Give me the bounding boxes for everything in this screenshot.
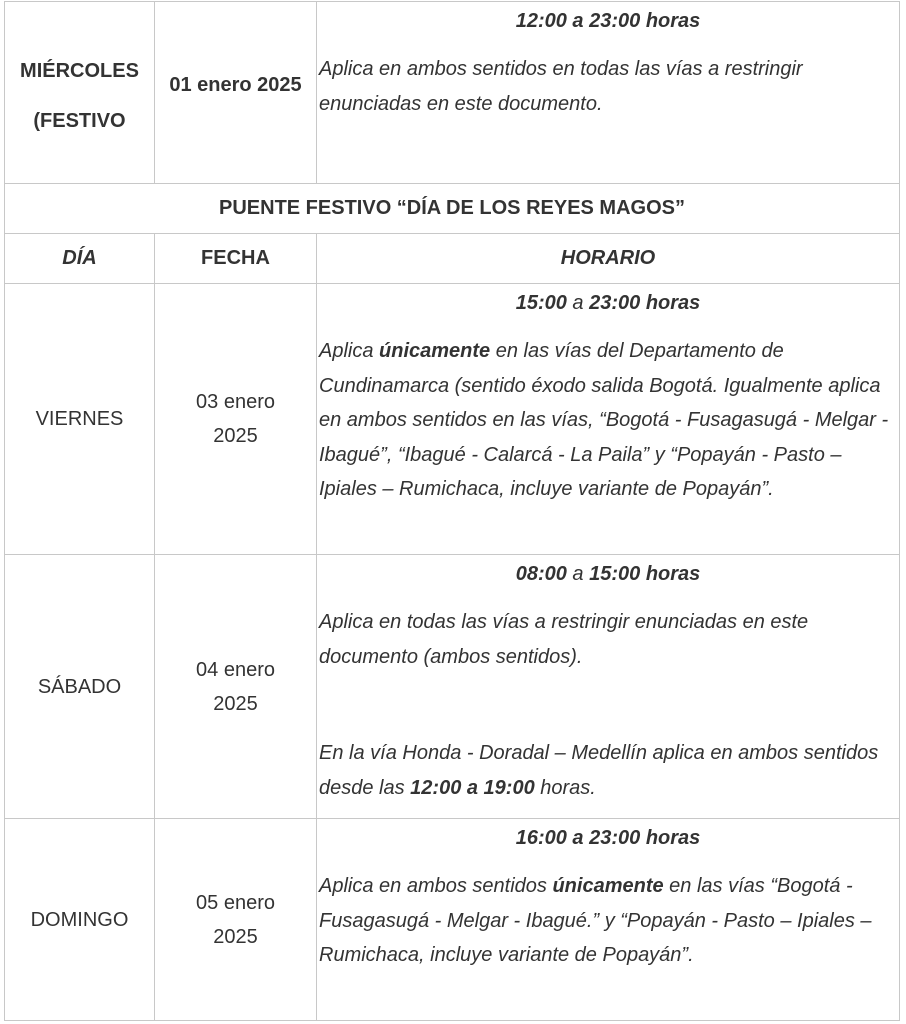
date-label: 03 enero 2025 [196,391,275,447]
restriction-schedule-table [4,1,900,1021]
section-title-row [5,184,900,234]
day-label: DOMINGO [5,819,155,1021]
hours-separator: a [566,292,590,314]
desc-emphasis: 12:00 a 19:00 [410,776,535,799]
desc-part: Aplica en ambos sentidos [319,875,553,897]
table-row [5,284,900,555]
date-label: 05 enero 2025 [196,891,275,948]
desc-part: Aplica [319,340,380,362]
schedule-description [317,869,899,973]
hours-separator: a [566,563,590,585]
hours-label: 16:00 a 23:00 horas [515,827,701,849]
day-cell [5,2,155,184]
desc-part: en las vías “Bogotá - Fusagasugá - Melgar - Ibagué.” y “Popayán - Pasto – Ipiales – Rumichaca, incluye variante de Popayán”. [319,875,872,966]
date-cell [155,555,317,819]
schedule-description [317,334,899,507]
desc-emphasis: únicamente [552,875,664,897]
hours-label [317,286,899,320]
day-label: VIERNES [5,284,155,555]
schedule-cell [317,2,900,184]
hours-label [317,557,899,591]
header-schedule: HORARIO [317,234,900,284]
desc-part: En la vía Honda - Doradal – Medellín aplica en ambos sentidos desde las [319,742,879,799]
desc-emphasis: únicamente [379,340,491,362]
date-label: 04 enero 2025 [196,658,275,715]
table-row [5,819,900,1021]
table-row [5,2,900,184]
schedule-cell [317,819,900,1021]
hours-label: 12:00 a 23:00 horas [515,10,701,32]
schedule-cell [317,555,900,819]
section-title: PUENTE FESTIVO “DÍA DE LOS REYES MAGOS” [5,184,900,234]
day-label: SÁBADO [5,555,155,819]
hours-start: 08:00 [515,563,567,585]
header-day: DÍA [5,234,155,284]
header-row [5,234,900,284]
hours-start: 15:00 [515,292,567,314]
hours-end: 23:00 horas [589,292,701,314]
date-label: 01 enero 2025 [169,73,302,96]
hours-end: 15:00 horas [589,563,701,585]
date-cell [155,284,317,555]
schedule-note [317,736,899,805]
date-cell [155,819,317,1021]
table-row [5,555,900,819]
schedule-cell [317,284,900,555]
desc-part: horas. [534,776,596,799]
day-label: MIÉRCOLES (FESTIVO [20,59,139,132]
desc-part: en las vías del Departamento de Cundinamarca (sentido éxodo salida Bogotá. Igualmente aplica en ambos sentidos en las vías, “Bogotá - Fusagasugá - Melgar - Ibagué”, “Ibagué - Calarcá - La Paila” y “Popayán - Pasto – Ipiales – Rumichaca, incluye variante de Popayán”. [319,340,889,500]
header-date: FECHA [155,234,317,284]
schedule-description: Aplica en ambos sentidos en todas las vías a restringir enunciadas en este documento. [319,58,803,115]
schedule-description: Aplica en todas las vías a restringir enunciadas en este documento (ambos sentidos). [319,611,809,668]
date-cell [155,2,317,184]
